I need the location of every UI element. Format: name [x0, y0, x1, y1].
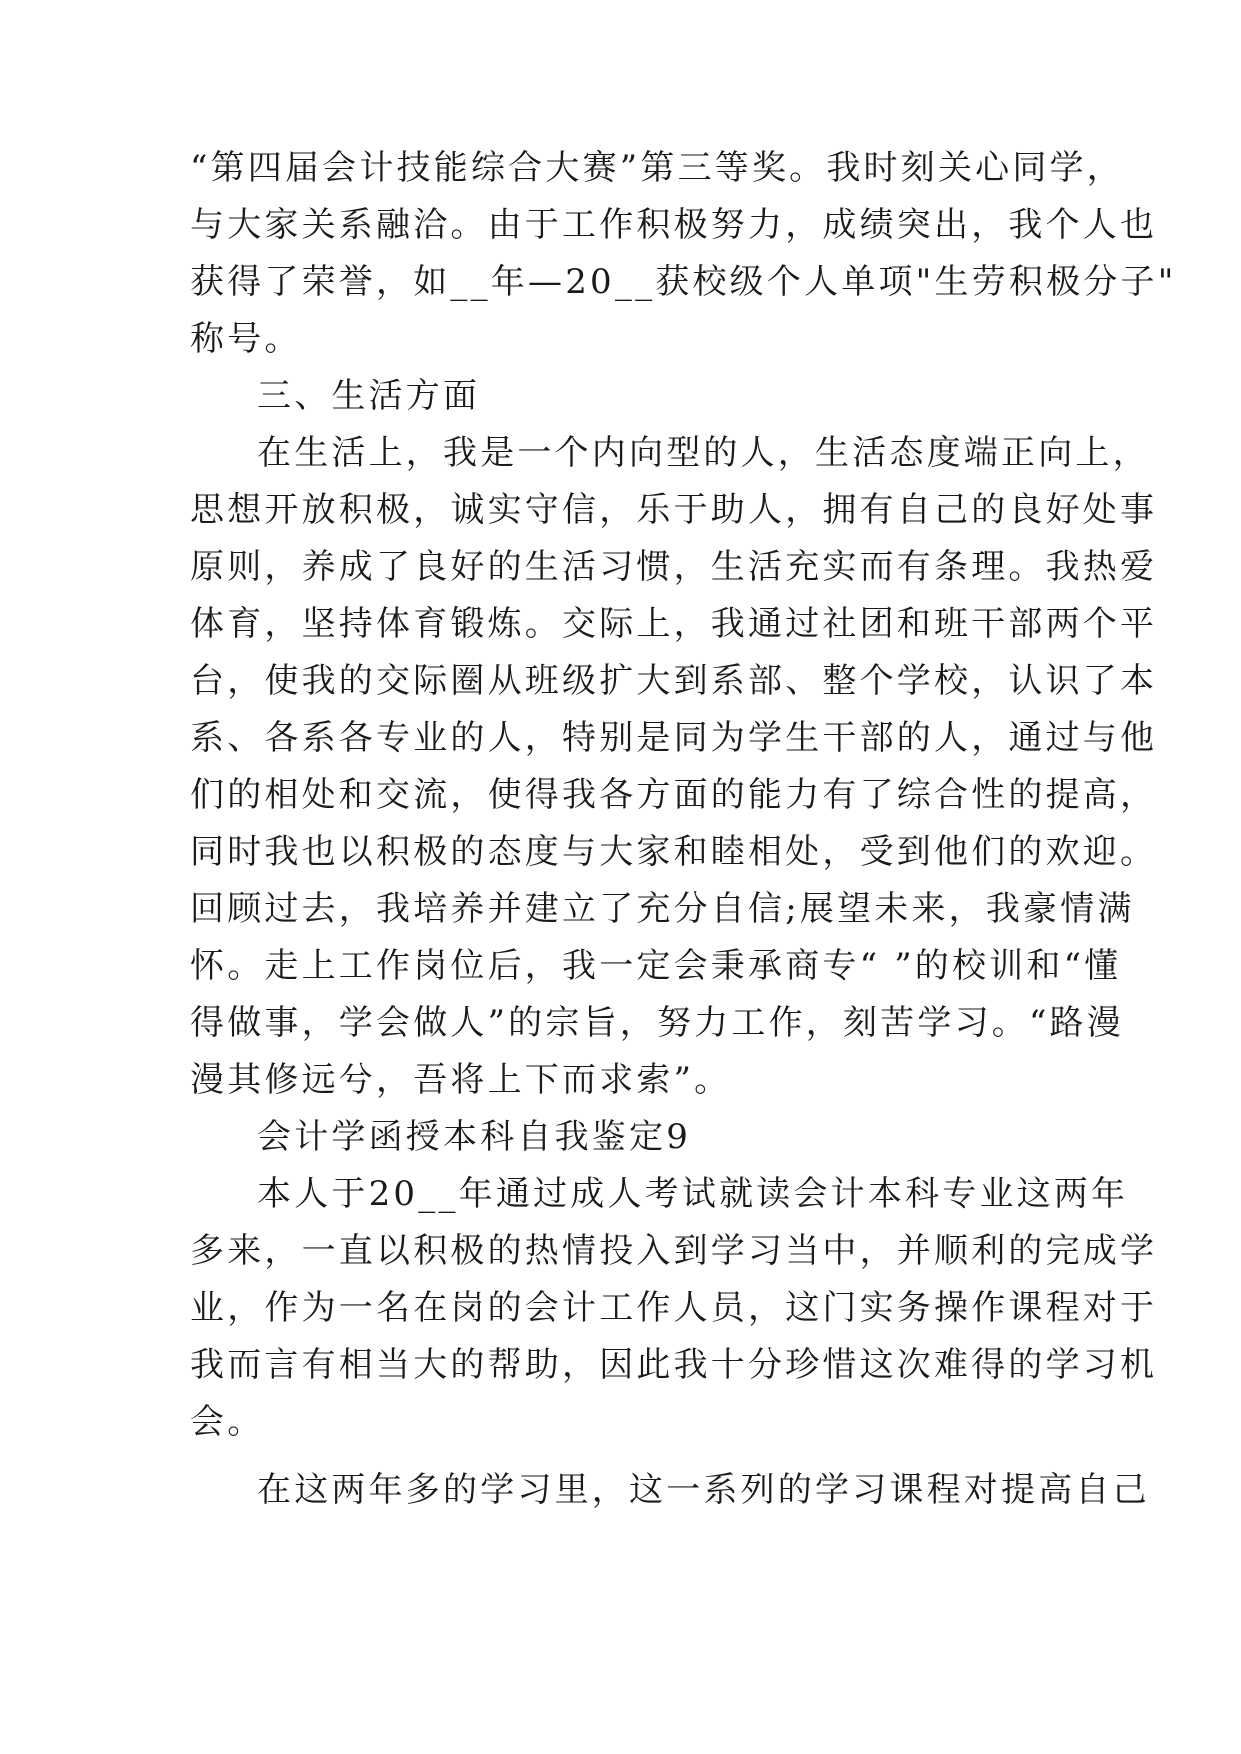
- text-line: 会。: [190, 1402, 265, 1442]
- text-line: 我而言有相当大的帮助，因此我十分珍惜这次难得的学习机: [190, 1345, 1158, 1385]
- text-line: 在这两年多的学习里，这一系列的学习课程对提高自己: [257, 1470, 1150, 1510]
- text-line: 获得了荣誉，如__年—20__获校级个人单项"生劳积极分子": [190, 262, 1177, 302]
- text-line: 思想开放积极，诚实守信，乐于助人，拥有自己的良好处事: [190, 490, 1158, 530]
- text-line: 体育，坚持体育锻炼。交际上，我通过社团和班干部两个平: [190, 604, 1158, 644]
- text-line: 们的相处和交流，使得我各方面的能力有了综合性的提高，: [190, 775, 1158, 815]
- text-line: 台，使我的交际圈从班级扩大到系部、整个学校，认识了本: [190, 661, 1158, 701]
- section-heading: 会计学函授本科自我鉴定9: [257, 1117, 692, 1157]
- text-line: 业，作为一名在岗的会计工作人员，这门实务操作课程对于: [190, 1288, 1158, 1328]
- text-line: 同时我也以积极的态度与大家和睦相处，受到他们的欢迎。: [190, 832, 1158, 872]
- text-line: 系、各系各专业的人，特别是同为学生干部的人，通过与他: [190, 718, 1158, 758]
- text-line: 得做事，学会做人”的宗旨，努力工作，刻苦学习。“路漫: [190, 1003, 1124, 1043]
- text-line: 在生活上，我是一个内向型的人，生活态度端正向上，: [257, 433, 1150, 473]
- text-line: “第四届会计技能综合大赛”第三等奖。我时刻关心同学，: [190, 148, 1124, 188]
- text-line: 多来，一直以积极的热情投入到学习当中，并顺利的完成学: [190, 1231, 1158, 1271]
- text-line: 怀。走上工作岗位后，我一定会秉承商专“ ”的校训和“懂: [190, 946, 1122, 986]
- text-line: 原则，养成了良好的生活习惯，生活充实而有条理。我热爱: [190, 547, 1158, 587]
- text-line: 回顾过去，我培养并建立了充分自信;展望未来，我豪情满: [190, 889, 1135, 929]
- section-heading: 三、生活方面: [257, 376, 481, 416]
- text-line: 称号。: [190, 319, 302, 359]
- text-line: 漫其修远兮，吾将上下而求索”。: [190, 1060, 732, 1100]
- text-line: 本人于20__年通过成人考试就读会计本科专业这两年: [257, 1174, 1129, 1214]
- text-line: 与大家关系融洽。由于工作积极努力，成绩突出，我个人也: [190, 205, 1158, 245]
